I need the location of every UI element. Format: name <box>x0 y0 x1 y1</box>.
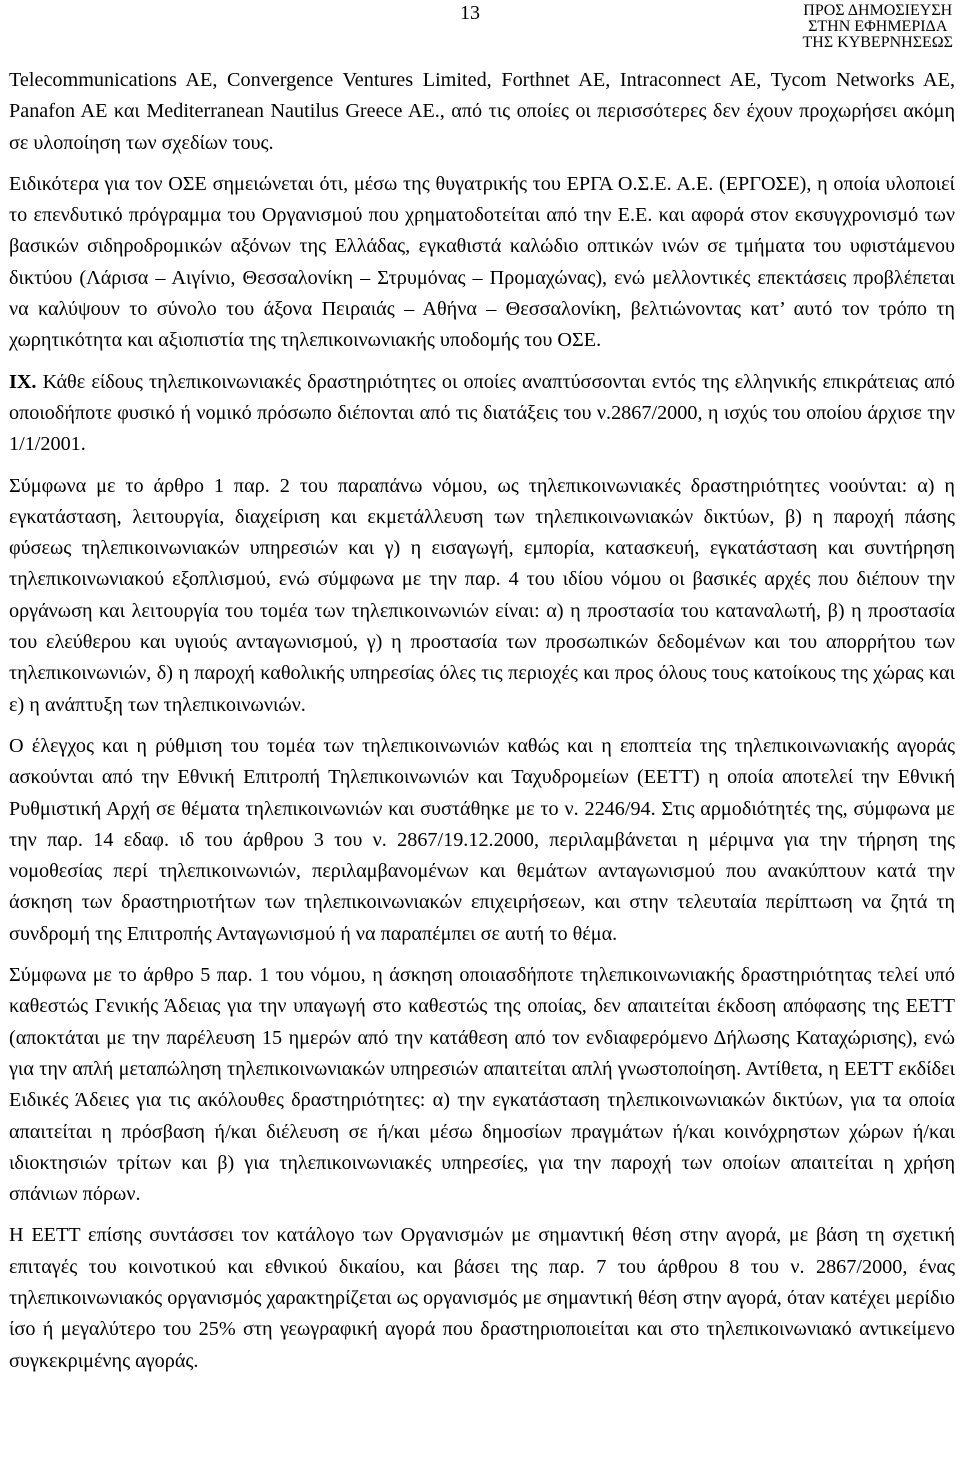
publication-stamp <box>803 3 954 51</box>
page-number: 13 <box>460 2 480 24</box>
paragraph: Η ΕΕΤΤ επίσης συντάσσει τον κατάλογο των Οργανισμών με σημαντική θέση στην αγορά, με βάση τη σχετική επιταγές του κοινοτικού και εθνικού δικαίου, και βάσει της παρ. 7 του άρθρου 8 του ν. 2867/2000, ένας τηλεπικοινωνιακός οργανισμός χαρακτηρίζεται ως οργανισμός με σημαντική θέση στην αγορά, όταν κατέχει μερίδιο ίσο ή μεγαλύτερο του 25% στη γεωγραφική αγορά που δραστηριοποιείται και στο τηλεπικοινωνιακό αντικείμενο συγκεκριμένης αγοράς. <box>9 1224 955 1372</box>
stamp-line: ΣΤΗΝ ΕΦΗΜΕΡΙΔΑ <box>808 18 948 35</box>
stamp-line: ΠΡΟΣ ΔΗΜΟΣΙΕΥΣΗ <box>803 2 953 19</box>
stamp-line: ΤΗΣ ΚΥΒΕΡΝΗΣΕΩΣ <box>802 34 953 51</box>
paragraph-text: Κάθε είδους τηλεπικοινωνιακές δραστηριότητες οι οποίες αναπτύσσονται εντός της ελληνικής επικράτειας από οποιοδήποτε φυσικό ή νομικό πρόσωπο διέπονται από τις διατάξεις του ν.2867/2000, η ισχύς του οποίου άρχισε την 1/1/2001. <box>9 370 955 456</box>
paragraph: Telecommunications AE, Convergence Ventures Limited, Forthnet AE, Intraconnect AE, Tycom Networks AE, Panafon AE και Mediterranean Nautilus Greece AE., από τις οποίες οι περισσότερες δεν έχουν προχωρήσει ακόμη σε υλοποίηση των σχεδίων τους. <box>9 69 955 154</box>
paragraph: Ειδικότερα για τον ΟΣΕ σημειώνεται ότι, μέσω της θυγατρικής του ΕΡΓΑ Ο.Σ.Ε. Α.Ε. (ΕΡΓΟΣΕ), η οποία υλοποιεί το επενδυτικό πρόγραμμα του Οργανισμού που χρηματοδοτείται από την Ε.Ε. και αφορά στον εκσυγχρονισμό των βασικών σιδηροδρομικών αξόνων της Ελλάδας, εγκαθιστά καλώδιο οπτικών ινών σε τμήματα του υφιστάμενου δικτύου (Λάρισα – Αιγίνιο, Θεσσαλονίκη – Στρυμόνας – Προμαχώνας), ενώ μελλοντικές επεκτάσεις προβλέπεται να καλύψουν το σύνολο του άξονα Πειραιάς – Αθήνα – Θεσσαλονίκη, βελτιώνοντας κατ’ αυτό τον τρόπο τη χωρητικότητα και αξιοπιστία της τηλεπικοινωνιακής υποδομής του ΟΣΕ. <box>9 172 955 352</box>
paragraph: Σύμφωνα με το άρθρο 1 παρ. 2 του παραπάνω νόμου, ως τηλεπικοινωνιακές δραστηριότητες νοούνται: α) η εγκατάσταση, λειτουργία, διαχείριση και εκμετάλλευση των τηλεπικοινωνιακών δικτύων, β) η παροχή πάσης φύσεως τηλεπικοινωνιακών υπηρεσιών και γ) η εισαγωγή, εμπορία, κατασκευή, εγκατάσταση και συντήρηση τηλεπικοινωνιακού εξοπλισμού, ενώ σύμφωνα με την παρ. 4 του ιδίου νόμου οι βασικές αρχές που διέπουν την οργάνωση και λειτουργία του τομέα των τηλεπικοινωνιών είναι: α) η προστασία του καταναλωτή, β) η προστασία του ελεύθερου και υγιούς ανταγωνισμού, γ) η προστασία των προσωπικών δεδομένων και του απορρήτου των τηλεπικοινωνιών, δ) η παροχή καθολικής υπηρεσίας όλες τις περιοχές και προς όλους τους κατοίκους της χώρας και ε) η ανάπτυξη των τηλεπικοινωνιών. <box>9 474 955 716</box>
document-body <box>9 65 955 1387</box>
paragraph: Ο έλεγχος και η ρύθμιση του τομέα των τηλεπικοινωνιών καθώς και η εποπτεία της τηλεπικοινωνιακής αγοράς ασκούνται από την Εθνική Επιτροπή Τηλεπικοινωνιών και Ταχυδρομείων (ΕΕΤΤ) η οποία αποτελεί την Εθνική Ρυθμιστική Αρχή σε θέματα τηλεπικοινωνιών και συστάθηκε με το ν. 2246/94. Στις αρμοδιότητές της, σύμφωνα με την παρ. 14 εδαφ. ιδ του άρθρου 3 του ν. 2867/19.12.2000, περιλαμβάνεται η μέριμνα για την τήρηση της νομοθεσίας περί τηλεπικοινωνιών, περιλαμβανομένων και θεμάτων ανταγωνισμού που ανακύπτουν κατά την άσκηση των δραστηριοτήτων των τηλεπικοινωνιακών επιχειρήσεων, και στην τελευταία περίπτωση να ζητά τη συνδρομή της Επιτροπής Ανταγωνισμού ή να παραπέμπει σε αυτή το θέμα. <box>9 734 955 945</box>
section-number: IX. <box>9 370 37 393</box>
paragraph: Σύμφωνα με το άρθρο 5 παρ. 1 του νόμου, η άσκηση οποιασδήποτε τηλεπικοινωνιακής δραστηριότητας τελεί υπό καθεστώς Γενικής Άδειας για την υπαγωγή στο καθεστώς της οποίας, δεν απαιτείται έκδοση απόφασης της ΕΕΤΤ (αποκτάται με την παρέλευση 15 ημερών από την κατάθεση από τον ενδιαφερόμενο Δήλωσης Καταχώρισης), ενώ για την απλή μεταπώληση τηλεπικοινωνιακών υπηρεσιών απαιτείται απλή γνωστοποίηση. Αντίθετα, η ΕΕΤΤ εκδίδει Ειδικές Άδειες για τις ακόλουθες δραστηριότητες: α) την εγκατάσταση τηλεπικοινωνιακών δικτύων, για τα οποία απαιτείται η πρόσβαση ή/και διέλευση σε ή/και μέσω δημοσίων πραγμάτων ή/και κοινόχρηστων χώρων ή/και ιδιοκτησιών τρίτων και β) για τηλεπικοινωνιακές υπηρεσίες, για την παροχή των οποίων απαιτείται η χρήση σπάνιων πόρων. <box>9 964 955 1206</box>
paragraph <box>9 367 955 461</box>
